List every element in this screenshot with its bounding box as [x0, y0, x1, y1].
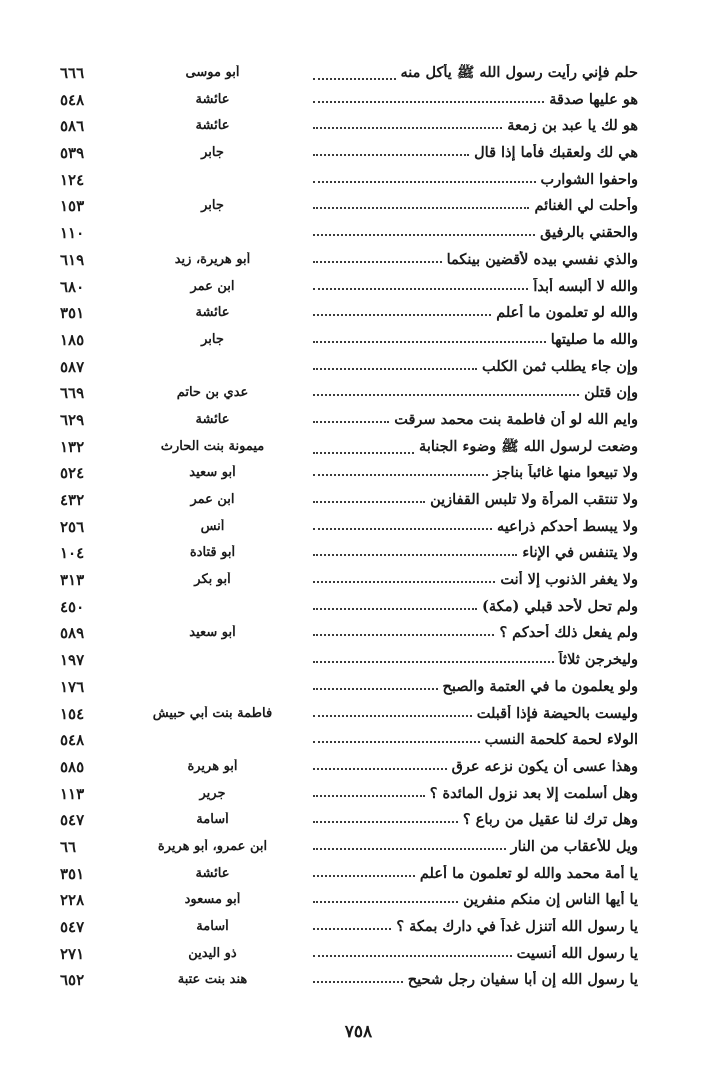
- page-reference: ٦٦٩: [60, 384, 85, 403]
- index-row: [60, 195, 638, 222]
- index-row: [60, 809, 638, 836]
- dot-leader: [313, 981, 403, 983]
- dot-leader: [313, 341, 546, 343]
- dot-leader: [313, 234, 535, 236]
- index-row: [60, 756, 638, 783]
- hadith-text: وإن قتلن: [584, 384, 638, 402]
- page-reference: ٦٥٢: [60, 971, 85, 990]
- index-row: [60, 783, 638, 810]
- narrator-name: ذو اليدين: [188, 945, 237, 961]
- index-row: [60, 436, 638, 463]
- index-row: [60, 649, 638, 676]
- page-reference: ١١٣: [60, 784, 85, 803]
- hadith-entry: [313, 838, 638, 855]
- hadith-text: ولم تحل لأحد قبلي (مكة): [482, 597, 638, 615]
- index-row: [60, 302, 638, 329]
- page-reference: ١٥٤: [60, 704, 85, 723]
- narrator-name: عدي بن حاتم: [176, 385, 249, 401]
- hadith-entry: [313, 197, 638, 214]
- narrator-name: ميمونة بنت الحارث: [160, 438, 265, 454]
- page-reference: ٦٦٦: [60, 64, 85, 82]
- page-reference: ٥٤٨: [60, 90, 85, 109]
- index-row: [60, 89, 638, 116]
- dot-leader: [313, 261, 442, 263]
- hadith-text: ولا تبيعوا منها غائباً بناجز: [493, 464, 638, 482]
- page-reference: ٦٦: [60, 837, 77, 856]
- narrator-name: أسامة: [196, 812, 229, 828]
- index-row: [60, 249, 638, 276]
- dot-leader: [313, 154, 469, 156]
- dot-leader: [313, 78, 396, 80]
- narrator-name: ابن عمر: [190, 278, 235, 294]
- dot-leader: [313, 661, 554, 663]
- hadith-text: يا رسول الله إن أبا سفيان رجل شحيح: [407, 971, 638, 989]
- hadith-entry: [313, 278, 638, 295]
- hadith-text: والذي نفسي بيده لأقضين بينكما: [446, 250, 638, 268]
- page-reference: ٥٣٩: [60, 144, 85, 163]
- page-reference: ٦١٩: [60, 250, 85, 269]
- index-row: [60, 62, 638, 89]
- page-reference: ٣٥١: [60, 304, 85, 323]
- dot-leader: [313, 768, 447, 770]
- hadith-entry: [313, 224, 638, 241]
- hadith-text: يا رسول الله أتنزل غداً في دارك بمكة ؟: [396, 918, 638, 935]
- hadith-entry: [313, 91, 638, 108]
- hadith-text: ولا يغفر الذنوب إلا أنت: [500, 571, 638, 589]
- index-row: [60, 622, 638, 649]
- hadith-entry: [313, 945, 638, 962]
- hadith-entry: [313, 117, 638, 134]
- index-row: [60, 569, 638, 596]
- dot-leader: [313, 314, 491, 316]
- hadith-entry: [313, 491, 638, 508]
- page-reference: ٢٢٨: [60, 891, 85, 910]
- page-reference: ٤٥٠: [60, 597, 85, 616]
- index-row: [60, 916, 638, 943]
- page-reference: ٥٢٤: [60, 464, 85, 483]
- narrator-name: أنس: [200, 518, 225, 534]
- page-reference: ٥٤٧: [60, 918, 85, 936]
- index-row: [60, 169, 638, 196]
- index-row: [60, 863, 638, 890]
- dot-leader: [313, 368, 477, 370]
- narrator-name: جابر: [201, 198, 224, 214]
- hadith-entry: [313, 678, 638, 695]
- dot-leader: [313, 181, 536, 183]
- index-row: [60, 115, 638, 142]
- page-reference: ٢٥٦: [60, 517, 85, 536]
- narrator-name: أبو هريرة، زيد: [174, 251, 251, 267]
- narrator-name: عائشة: [195, 91, 230, 107]
- dot-leader: [313, 501, 425, 503]
- hadith-entry: [313, 571, 638, 588]
- narrator-name: أبو قتادة: [189, 545, 236, 561]
- dot-leader: [313, 474, 488, 476]
- hadith-text: وايم الله لو أن فاطمة بنت محمد سرقت: [394, 410, 638, 428]
- index-row: [60, 969, 638, 996]
- page-reference: ٢٧١: [60, 944, 85, 963]
- page-reference: ٥٨٦: [60, 117, 85, 136]
- hadith-text: هو لك يا عبد بن زمعة: [507, 117, 638, 135]
- page-reference: ٣٥١: [60, 864, 85, 883]
- hadith-text: وضعت لرسول الله ﷺ وضوء الجنابة: [419, 437, 638, 455]
- dot-leader: [313, 581, 495, 583]
- index-row: [60, 676, 638, 703]
- hadith-text: يا رسول الله أنسيت: [516, 944, 638, 962]
- dot-leader: [313, 821, 458, 823]
- page-reference: ١٩٧: [60, 651, 85, 670]
- hadith-entry: [313, 918, 638, 935]
- dot-leader: [313, 288, 528, 290]
- index-row: [60, 703, 638, 730]
- hadith-entry: [313, 811, 638, 828]
- narrator-name: عائشة: [195, 411, 230, 427]
- page-reference: ١٣٢: [60, 437, 85, 456]
- dot-leader: [313, 688, 438, 690]
- hadith-text: هي لك ولعقبك فأما إذا قال: [474, 144, 638, 162]
- hadith-entry: [313, 651, 638, 668]
- page-reference: ١١٠: [60, 224, 85, 243]
- hadith-entry: [313, 785, 638, 802]
- hadith-entry: [313, 758, 638, 775]
- dot-leader: [313, 421, 389, 423]
- hadith-entry: [313, 358, 638, 375]
- narrator-name: ابن عمر: [190, 492, 235, 507]
- hadith-entry: [313, 705, 638, 722]
- page-reference: ٥٤٨: [60, 731, 85, 750]
- hadith-entry: [313, 464, 638, 481]
- dot-leader: [313, 452, 414, 454]
- narrator-name: عائشة: [195, 865, 230, 881]
- narrator-name: عائشة: [195, 305, 230, 321]
- hadith-entry: [313, 304, 638, 321]
- narrator-name: جابر: [201, 331, 224, 347]
- hadith-text: حلم فإني رأيت رسول الله ﷺ يأكل منه: [400, 64, 638, 81]
- dot-leader: [313, 528, 492, 530]
- dot-leader: [313, 127, 502, 129]
- dot-leader: [313, 848, 506, 850]
- index-row: [60, 489, 638, 516]
- dot-leader: [313, 875, 415, 877]
- hadith-entry: [313, 64, 638, 85]
- dot-leader: [313, 955, 512, 957]
- narrator-name: أبو بكر: [194, 572, 231, 588]
- index-row: [60, 889, 638, 916]
- index-row: [60, 329, 638, 356]
- hadith-entry: [313, 731, 638, 748]
- narrator-name: أبو هريرة: [187, 758, 238, 774]
- narrator-name: جرير: [199, 785, 226, 801]
- hadith-text: ولا يبسط أحدكم ذراعيه: [497, 517, 638, 535]
- index-row: [60, 142, 638, 169]
- index-row: [60, 542, 638, 569]
- narrator-name: أبو موسى: [185, 65, 240, 80]
- narrator-name: عائشة: [195, 118, 230, 134]
- hadith-entry: [313, 624, 638, 641]
- index-row: [60, 729, 638, 756]
- page-reference: ٥٨٥: [60, 757, 85, 776]
- narrator-name: أسامة: [196, 919, 229, 934]
- dot-leader: [313, 394, 579, 396]
- index-row: [60, 596, 638, 623]
- dot-leader: [313, 207, 529, 209]
- narrator-name: أبو سعيد: [189, 625, 236, 641]
- dot-leader: [313, 901, 458, 903]
- hadith-entry: [313, 865, 638, 882]
- dot-leader: [313, 795, 425, 797]
- hadith-text: واحفوا الشوارب: [540, 170, 638, 188]
- hadith-text: ولم يفعل ذلك أحدكم ؟: [499, 624, 638, 642]
- narrator-name: أبو مسعود: [184, 892, 241, 908]
- dot-leader: [313, 634, 494, 636]
- hadith-entry: [313, 891, 638, 908]
- index-row: [60, 222, 638, 249]
- hadith-entry: [313, 144, 638, 161]
- page-reference: ٥٤٧: [60, 811, 85, 830]
- dot-leader: [313, 715, 472, 717]
- narrator-name: جابر: [201, 145, 224, 161]
- hadith-text: ولا تنتقب المرأة ولا تلبس القفازين: [430, 491, 638, 508]
- hadith-text: يا أمة محمد والله لو تعلمون ما أعلم: [419, 864, 638, 882]
- hadith-text: والله لو تعلمون ما أعلم: [496, 304, 638, 322]
- page-reference: ٤٣٢: [60, 491, 85, 509]
- narrator-name: هند بنت عتبة: [177, 972, 248, 988]
- hadith-text: ولو يعلمون ما في العتمة والصبح: [442, 677, 638, 695]
- page-reference: ١٠٤: [60, 544, 85, 563]
- hadith-entry: [313, 438, 638, 459]
- hadith-text: يا أيها الناس إن منكم منفرين: [463, 891, 638, 909]
- hadith-index-list: [60, 62, 638, 996]
- index-row: [60, 356, 638, 383]
- hadith-text: والله لا ألبسه أبداً: [533, 277, 638, 295]
- page-reference: ١٢٤: [60, 170, 85, 189]
- hadith-entry: [313, 384, 638, 401]
- hadith-entry: [313, 171, 638, 188]
- index-row: [60, 462, 638, 489]
- page-number: ٧٥٨: [344, 1022, 373, 1042]
- index-row: [60, 276, 638, 303]
- hadith-entry: [313, 251, 638, 268]
- index-row: [60, 516, 638, 543]
- narrator-name: ابن عمرو، أبو هريرة: [157, 838, 268, 854]
- page-reference: ١٧٦: [60, 677, 85, 696]
- page-reference: ١٥٣: [60, 197, 85, 216]
- hadith-entry: [313, 518, 638, 535]
- hadith-text: وهل أسلمت إلا بعد نزول المائدة ؟: [429, 784, 638, 802]
- hadith-text: وليست بالحيضة فإذا أقبلت: [476, 704, 638, 722]
- hadith-text: الولاء لحمة كلحمة النسب: [484, 731, 638, 749]
- page-reference: ٣١٣: [60, 571, 85, 590]
- hadith-text: وهذا عسى أن يكون نزعه عرق: [451, 757, 638, 775]
- dot-leader: [313, 928, 391, 930]
- hadith-text: ويل للأعقاب من النار: [510, 837, 638, 855]
- hadith-text: هو عليها صدقة: [549, 90, 638, 108]
- hadith-text: والله ما صليتها: [550, 330, 638, 348]
- hadith-text: وليخرجن ثلاثاً: [558, 651, 638, 669]
- hadith-text: ولا يتنفس في الإناء: [522, 544, 638, 562]
- dot-leader: [313, 101, 544, 103]
- hadith-text: وهل ترك لنا عقيل من رباع ؟: [462, 811, 638, 829]
- page-reference: ٥٨٧: [60, 357, 85, 376]
- hadith-entry: [313, 544, 638, 561]
- hadith-text: وإن جاء يطلب ثمن الكلب: [482, 357, 638, 375]
- hadith-text: والحقني بالرفيق: [540, 224, 638, 242]
- hadith-entry: [313, 971, 638, 988]
- narrator-name: فاطمة بنت أبي حبيش: [152, 705, 273, 721]
- dot-leader: [313, 741, 480, 743]
- hadith-text: وأحلت لي الغنائم: [534, 197, 638, 215]
- hadith-entry: [313, 411, 638, 428]
- narrator-name: أبو سعيد: [189, 465, 236, 481]
- page-reference: ١٨٥: [60, 330, 85, 349]
- hadith-entry: [313, 331, 638, 348]
- index-row: [60, 409, 638, 436]
- dot-leader: [313, 608, 477, 610]
- page-reference: ٦٢٩: [60, 410, 85, 429]
- hadith-entry: [313, 598, 638, 615]
- page-reference: ٦٨٠: [60, 277, 85, 296]
- index-row: [60, 382, 638, 409]
- page-reference: ٥٨٩: [60, 624, 85, 643]
- index-row: [60, 943, 638, 970]
- dot-leader: [313, 554, 517, 556]
- index-row: [60, 836, 638, 863]
